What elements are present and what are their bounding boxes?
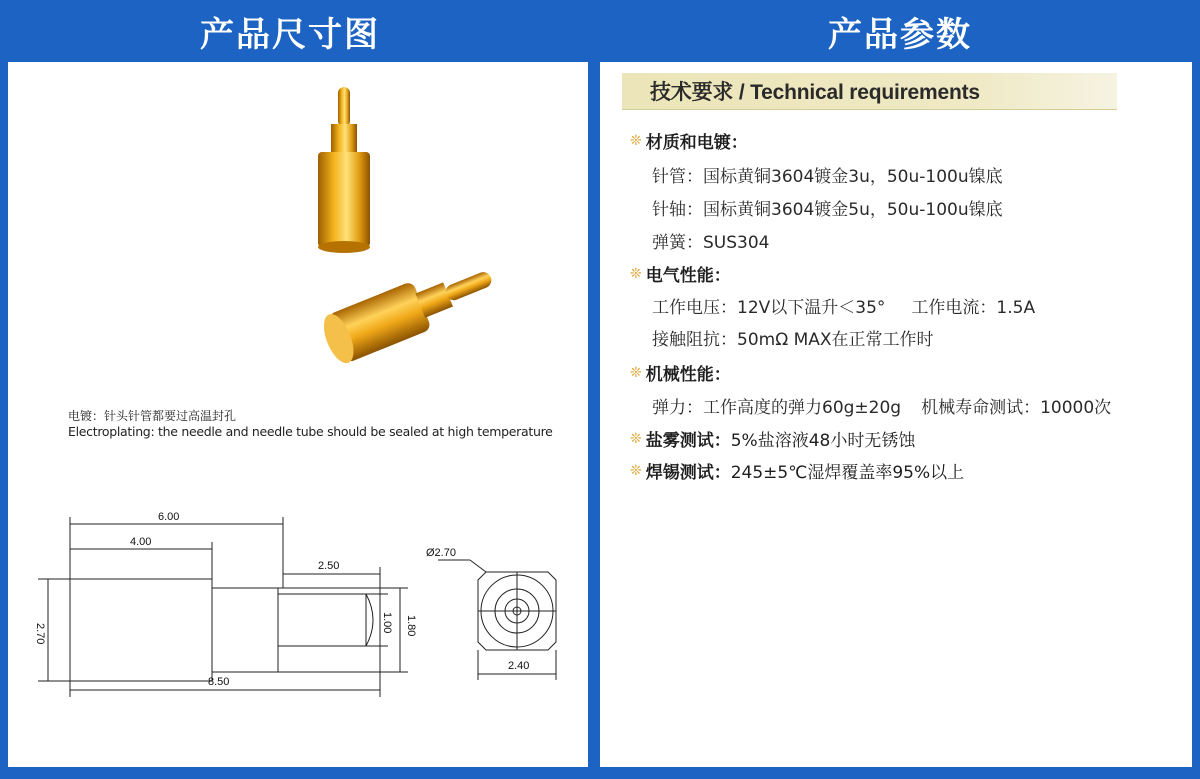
mechanical-force-life [652, 393, 1111, 418]
section-solder [630, 458, 964, 483]
dim-end-diameter: Ø2.70 [426, 547, 456, 559]
tech-title: 技术要求 / Technical requirements [650, 81, 980, 104]
section-salt-heading: 盐雾测试： [645, 431, 731, 451]
electrical-voltage-current [652, 293, 1035, 318]
parameters-panel [600, 62, 1192, 767]
dim-pin-length: 2.50 [318, 560, 340, 572]
snowflake-bullet-icon: ❊ [630, 132, 642, 149]
salt-spray-text: 5%盐溶液48小时无锈蚀 [730, 431, 916, 451]
dim-overall-top: 6.00 [158, 511, 180, 523]
snowflake-bullet-icon: ❊ [630, 265, 642, 282]
section-electrical-heading: 电气性能： [645, 266, 731, 286]
section-salt-spray [630, 426, 915, 451]
snowflake-bullet-icon: ❊ [630, 364, 642, 381]
dimension-sketch [8, 382, 588, 767]
solder-text: 245±5℃湿焊覆盖率95%以上 [730, 463, 965, 483]
header-product-dimensions: 产品尺寸图 [200, 14, 380, 55]
material-shaft: 针轴：国标黄铜3604镀金5u，50u-100u镍底 [652, 200, 1003, 220]
dim-end-width: 2.40 [508, 660, 530, 672]
dimensions-panel [8, 62, 588, 767]
material-spring: 弹簧：SUS304 [652, 233, 770, 253]
dimension-drawing [8, 382, 588, 767]
section-material-heading: 材质和电镀： [645, 133, 748, 153]
plating-note-cn: 电镀：针头针管都要过高温封孔 [68, 409, 237, 423]
dim-overall-length: 8.50 [208, 676, 230, 688]
dim-body-length: 4.00 [130, 536, 152, 548]
section-mechanical-heading: 机械性能： [645, 365, 731, 385]
electrical-voltage: 工作电压：12V以下温升＜35° [652, 298, 886, 318]
section-electrical [630, 261, 731, 286]
section-material [630, 128, 748, 153]
mechanical-life: 机械寿命测试：10000次 [921, 398, 1112, 418]
section-mechanical [630, 360, 731, 385]
dim-shoulder-diameter: 1.80 [405, 615, 417, 637]
electrical-resistance: 接触阻抗：50mΩ MAX在正常工作时 [652, 330, 934, 350]
dim-height: 2.70 [34, 623, 46, 645]
material-tube: 针管：国标黄铜3604镀金3u，50u-100u镍底 [652, 167, 1003, 187]
snowflake-bullet-icon: ❊ [630, 430, 642, 447]
dim-pin-diameter: 1.00 [381, 612, 393, 634]
mechanical-force: 弹力：工作高度的弹力60g±20g [652, 398, 902, 418]
product-photo [8, 62, 588, 382]
header-product-parameters: 产品参数 [828, 14, 972, 55]
plating-note-en: Electroplating: the needle and needle tube should be sealed at high temperature [68, 424, 553, 439]
section-solder-heading: 焊锡测试： [645, 463, 731, 483]
electrical-current: 工作电流：1.5A [911, 298, 1036, 318]
snowflake-bullet-icon: ❊ [630, 462, 642, 479]
